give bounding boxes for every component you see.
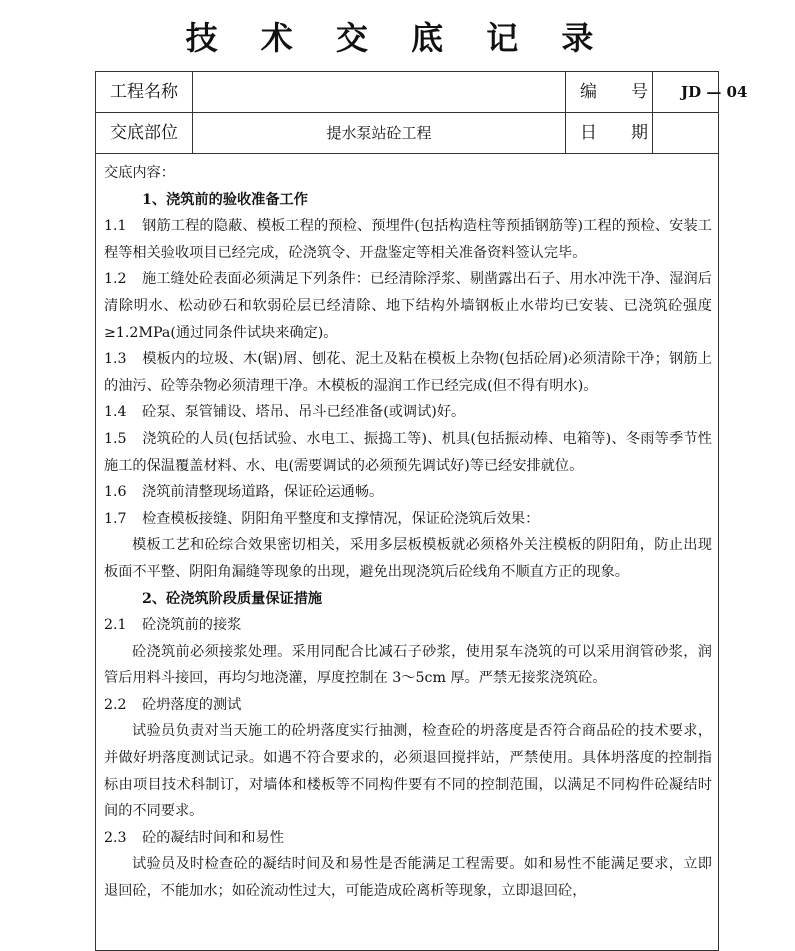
header-row-part: [96, 113, 718, 154]
number-value-cell: [653, 72, 748, 112]
content-intro: 交底内容：: [104, 165, 175, 181]
number-value: JD — 04: [681, 83, 748, 101]
item-number: 2.1: [104, 617, 127, 634]
item-text: 施工缝处砼表面必须满足下列条件：已经清除浮浆、剔凿露出石子、用水冲洗干净、湿润后清除明水、松动砂石和软弱砼层已经清除、地下结构外墙钢板止水带均已安装、已浇筑砼强度≥1.2MPa(通过同条件试块来确定)。: [104, 271, 712, 341]
part-value: 提水泵站砼工程: [193, 113, 566, 153]
date-value: [653, 113, 718, 153]
item-number: 1.4: [104, 404, 127, 421]
part-label: 交底部位: [96, 113, 193, 153]
item-number: 1.5: [104, 430, 127, 447]
header-row-project: [96, 72, 748, 113]
section-1-title: 1、浇筑前的验收准备工作: [142, 191, 308, 208]
item-text: 砼泵、泵管铺设、塔吊、吊斗已经准备(或调试)好。: [142, 404, 466, 421]
item-2-2: [104, 692, 712, 719]
paragraph-2-1: 砼浇筑前必须接浆处理。采用同配合比减石子砂浆，使用泵车浇筑的可以采用润管砂浆，润管后用料斗接回，再均匀地浇灌，厚度控制在 3～5cm 厚。严禁无接浆浇筑砼。: [104, 643, 712, 687]
item-text: 钢筋工程的隐蔽、模板工程的预检、预埋件(包括构造柱等预插钢筋等)工程的预检、安装工程等相关验收项目已经完成，砼浇筑令、开盘鉴定等相关准备资料签认完毕。: [104, 218, 712, 261]
item-number: 1.3: [104, 351, 127, 368]
date-label: [566, 113, 653, 153]
item-text: 浇筑砼的人员(包括试验、水电工、振捣工等)、机具(包括振动棒、电箱等)、冬雨等季节性施工的保温覆盖材料、水、电(需要调试的必须预先调试好)等已经安排就位。: [104, 430, 712, 474]
item-number: 1.2: [104, 271, 127, 288]
item-1-4: [104, 399, 712, 426]
item-text: 模板内的垃圾、木(锯)屑、刨花、泥土及粘在模板上杂物(包括砼屑)必须清除干净；钢筋上的油污、砼等杂物必须清理干净。木模板的湿润工作已经完成(但不得有明水)。: [104, 351, 712, 394]
item-1-1: [104, 213, 712, 266]
number-label: [566, 72, 653, 112]
date-label-a: 日: [580, 123, 597, 143]
item-text: 砼坍落度的测试: [142, 696, 242, 713]
item-1-6: [104, 479, 712, 506]
project-name-value: [193, 72, 566, 112]
item-text: 砼的凝结时间和和易性: [142, 829, 284, 846]
item-number: 1.1: [104, 218, 127, 235]
record-sheet: [95, 71, 748, 951]
number-label-a: 编: [580, 82, 597, 102]
item-number: 1.7: [104, 510, 127, 527]
item-1-3: [104, 346, 712, 399]
item-number: 2.3: [104, 829, 127, 846]
paragraph-2-2: 试验员负责对当天施工的砼坍落度实行抽测，检查砼的坍落度是否符合商品砼的技术要求，并做好坍落度测试记录。如遇不符合要求的，必须退回搅拌站，严禁使用。具体坍落度的控制指标由项目技术科制订，对墙体和楼板等不同构件要有不同的控制范围，以满足不同构件砼凝结时间的不同要求。: [104, 723, 712, 820]
date-label-b: 期: [631, 123, 648, 143]
item-1-5: [104, 426, 712, 479]
project-name-label: 工程名称: [96, 72, 193, 112]
page-title: 技 术 交 底 记 录: [185, 19, 610, 57]
disclosure-content: [96, 154, 718, 905]
paragraph-1-7: 模板工艺和砼综合效果密切相关，采用多层板模板就必须格外关注模板的阴阳角，防止出现板面不平整、阴阳角漏缝等现象的出现，避免出现浇筑后砼线角不顺直方正的现象。: [104, 537, 712, 580]
item-2-1: [104, 612, 712, 639]
item-1-7: [104, 506, 712, 533]
item-text: 检查模板接缝、阴阳角平整度和支撑情况，保证砼浇筑后效果：: [142, 510, 540, 527]
item-text: 浇筑前清整现场道路，保证砼运通畅。: [142, 484, 384, 501]
item-2-3: [104, 825, 712, 852]
item-number: 1.6: [104, 484, 127, 501]
item-text: 砼浇筑前的接浆: [142, 617, 242, 634]
item-number: 2.2: [104, 696, 127, 713]
section-2-title: 2、砼浇筑阶段质量保证措施: [142, 590, 323, 607]
item-1-2: [104, 266, 712, 346]
number-label-b: 号: [631, 82, 648, 102]
paragraph-2-3: 试验员及时检查砼的凝结时间及和易性是否能满足工程需要。如和易性不能满足要求，立即退回砼，不能加水；如砼流动性过大，可能造成砼离析等现象，立即退回砼，: [104, 856, 712, 900]
